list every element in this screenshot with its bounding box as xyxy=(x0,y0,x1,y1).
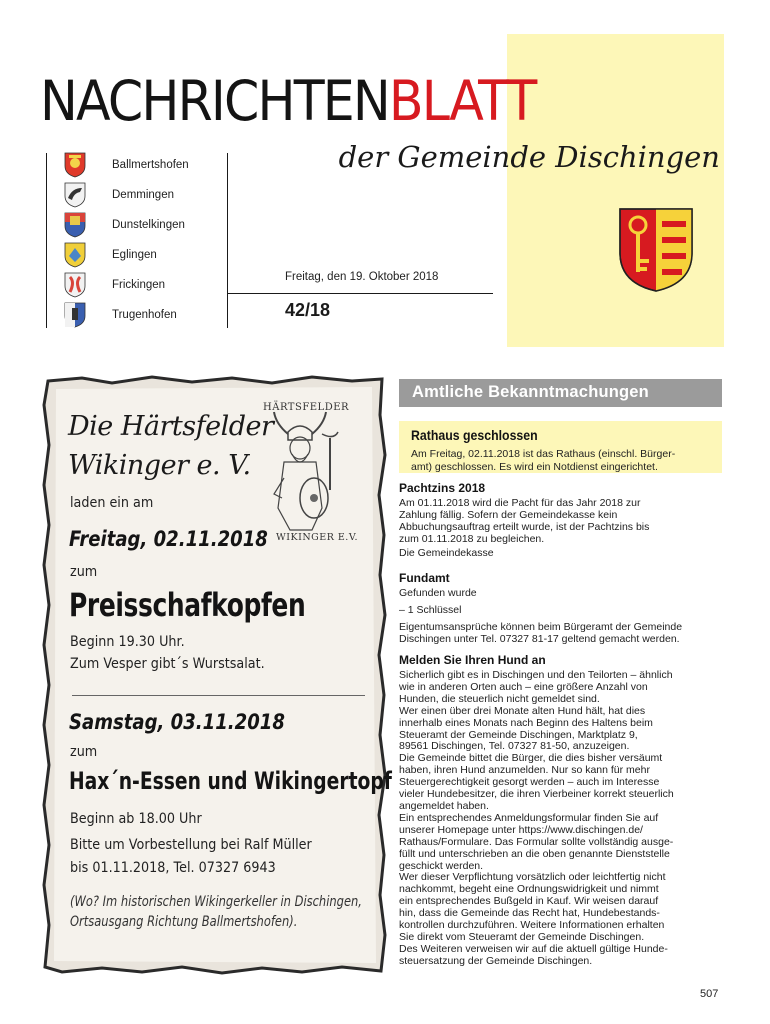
article-fundamt xyxy=(399,571,719,646)
village-item-dunstelkingen xyxy=(64,210,185,240)
article-line: 89561 Dischingen, Tel. 07327 81-50, anzuzeigen. xyxy=(399,740,630,753)
village-name: Demmingen xyxy=(112,189,174,201)
ballmertshofen-crest-icon xyxy=(64,152,86,178)
section-header: Amtliche Bekanntmachungen xyxy=(399,379,722,407)
village-list-right-rule xyxy=(227,153,228,328)
article-line: kontrollen durchzuführen. Weitere Informationen erhalten xyxy=(399,919,665,932)
masthead-title xyxy=(40,69,536,133)
notice-line: Am Freitag, 02.11.2018 ist das Rathaus (einschl. Bürger- xyxy=(411,448,676,460)
poster-title-line1: Die Härtsfelder xyxy=(68,411,274,442)
article-line: Die Gemeindekasse xyxy=(399,546,494,559)
article-line: Gefunden wurde xyxy=(399,587,477,599)
masthead-subtitle: der Gemeinde Dischingen xyxy=(338,140,720,174)
notice-box xyxy=(399,421,722,473)
article-line: Hunden, die steuerlich nicht gemeldet sind. xyxy=(399,692,600,705)
poster-event-1: Preisschafkopfen xyxy=(69,586,306,624)
masthead-title-black: NACHRICHTEN xyxy=(40,69,389,133)
trugenhofen-crest-icon xyxy=(64,302,86,328)
article-body xyxy=(399,670,719,968)
article-line: Steueramt der Gemeinde Dischingen, Marktplatz 9, xyxy=(399,728,638,741)
village-name: Frickingen xyxy=(112,279,166,291)
poster-event2-detail-2: Bitte um Vorbestellung bei Ralf Müller xyxy=(70,837,312,853)
poster-zum-1: zum xyxy=(70,564,98,580)
article-line: innerhalb eines Monats nach Beginn des Haltens beim xyxy=(399,716,653,729)
article-line: geschickt werden. xyxy=(399,859,484,872)
masthead-title-red: BLATT xyxy=(388,69,536,133)
article-line: Wer einen über drei Monate alten Hund hält, hat dies xyxy=(399,704,646,717)
article-line: Sicherlich gibt es in Dischingen und den Teilorten – ähnlich xyxy=(399,669,673,681)
article-line: wie in anderen Orten auch – eine größere Anzahl von xyxy=(399,680,648,693)
article-line: steuersatzung der Gemeinde Dischingen. xyxy=(399,954,593,967)
poster-date-1: Freitag, 02.11.2018 xyxy=(69,527,268,551)
village-name: Trugenhofen xyxy=(112,309,177,321)
article-line: Wer dieser Verpflichtung vorsätzlich oder leichtfertig nicht xyxy=(399,871,666,884)
eglingen-crest-icon xyxy=(64,242,86,268)
article-line: Steuergerechtigkeit gesorgt werden – auch im Interesse xyxy=(399,776,660,789)
article-heading: Melden Sie Ihren Hund an xyxy=(399,653,546,667)
poster-invite: laden ein am xyxy=(70,495,154,511)
article-line: Rathaus/Formulare. Das Formular sollte vollständig ausge- xyxy=(399,835,674,848)
poster-location-note-1: (Wo? Im historischen Wikingerkeller in Dischingen, xyxy=(70,894,362,910)
article-heading: Pachtzins 2018 xyxy=(399,481,486,495)
village-item-ballmertshofen xyxy=(64,150,189,180)
article-line: Ein entsprechendes Anmeldungsformular finden Sie auf xyxy=(399,811,659,824)
village-list-left-rule xyxy=(46,153,47,328)
article-line: Sie direkt vom Steueramt der Gemeinde Dischingen. xyxy=(399,930,645,943)
village-item-frickingen xyxy=(64,270,165,300)
article-line: Zahlung fällig. Sofern der Gemeindekasse kein xyxy=(399,508,618,521)
masthead-yellow-panel xyxy=(507,34,724,347)
article-hund xyxy=(399,653,719,968)
article-line: Am 01.11.2018 wird die Pacht für das Jahr 2018 zur xyxy=(399,497,641,509)
article-line: – 1 Schlüssel xyxy=(399,603,462,616)
issue-number: 42/18 xyxy=(285,300,331,320)
article-line: unserer Homepage unter https://www.dischingen.de/ xyxy=(399,823,643,836)
village-name: Eglingen xyxy=(112,249,157,261)
demmingen-crest-icon xyxy=(64,182,86,208)
article-heading: Fundamt xyxy=(399,571,450,585)
poster-divider xyxy=(72,695,365,696)
poster-event-2: Hax´n-Essen und Wikingertopf xyxy=(69,767,392,795)
poster-date-2: Samstag, 03.11.2018 xyxy=(69,710,285,734)
viking-logo-icon xyxy=(234,398,364,548)
poster-event1-detail-1: Beginn 19.30 Uhr. xyxy=(70,634,185,650)
page-number: 507 xyxy=(700,988,719,1000)
notice-title: Rathaus geschlossen xyxy=(411,427,538,443)
village-item-trugenhofen xyxy=(64,300,177,330)
village-name: Dunstelkingen xyxy=(112,219,185,231)
article-line: ein entsprechendes Bußgeld in Kauf. Wir weisen darauf xyxy=(399,895,659,908)
poster-location-note-2: Ortsausgang Richtung Ballmertshofen). xyxy=(70,914,298,930)
issue-date: Freitag, den 19. Oktober 2018 xyxy=(285,271,439,283)
article-line: hin, dass die Gemeinde das Recht hat, Hundebestands- xyxy=(399,907,660,920)
article-line: Eigentumsansprüche können beim Bürgeramt der Gemeinde xyxy=(399,620,683,633)
issue-divider xyxy=(228,293,493,294)
article-line: Des Weiteren verweisen wir auf die aktuell gültige Hunde- xyxy=(399,942,668,955)
poster-event2-detail-1: Beginn ab 18.00 Uhr xyxy=(70,811,202,827)
frickingen-crest-icon xyxy=(64,272,86,298)
poster-event1-detail-2: Zum Vesper gibt´s Wurstsalat. xyxy=(70,656,265,672)
village-name: Ballmertshofen xyxy=(112,159,189,171)
viking-logo-bottom-text: WIKINGER E.V. xyxy=(276,532,359,543)
poster-event2-detail-3: bis 01.11.2018, Tel. 07327 6943 xyxy=(70,860,276,876)
article-line: angemeldet haben. xyxy=(399,799,489,812)
article-line: haben, ihren Hund anzumelden. Nur so kann für mehr xyxy=(399,764,650,777)
article-line: vieler Hundebesitzer, die ihren Vierbeiner korrekt steuerlich xyxy=(399,788,674,801)
article-line: füllt und unterschrieben an die oben genannte Dienststelle xyxy=(399,847,670,860)
article-line: Abbuchungsauftrag erteilt wurde, ist der Pachtzins bis xyxy=(399,520,650,533)
dischingen-crest-icon xyxy=(618,207,694,293)
article-line: zum 01.11.2018 zu begleichen. xyxy=(399,532,545,545)
village-item-demmingen xyxy=(64,180,174,210)
article-line: Dischingen unter Tel. 07327 81-17 geltend gemacht werden. xyxy=(399,632,680,645)
dunstelkingen-crest-icon xyxy=(64,212,86,238)
poster-title-line2: Wikinger e. V. xyxy=(68,450,251,481)
village-item-eglingen xyxy=(64,240,157,270)
article-line: Die Gemeinde bittet die Bürger, die dies bisher versäumt xyxy=(399,752,663,765)
article-body xyxy=(399,588,719,646)
article-line: nachkommt, begeht eine Ordnungswidrigkeit und nimmt xyxy=(399,883,659,896)
poster-zum-2: zum xyxy=(70,744,98,760)
article-body xyxy=(399,498,719,560)
article-pachtzins xyxy=(399,481,719,560)
notice-line: amt) geschlossen. Es wird ein Notdienst eingerichtet. xyxy=(411,460,658,473)
viking-logo-top-text: HÄRTSFELDER xyxy=(263,402,350,413)
notice-body xyxy=(411,448,714,473)
